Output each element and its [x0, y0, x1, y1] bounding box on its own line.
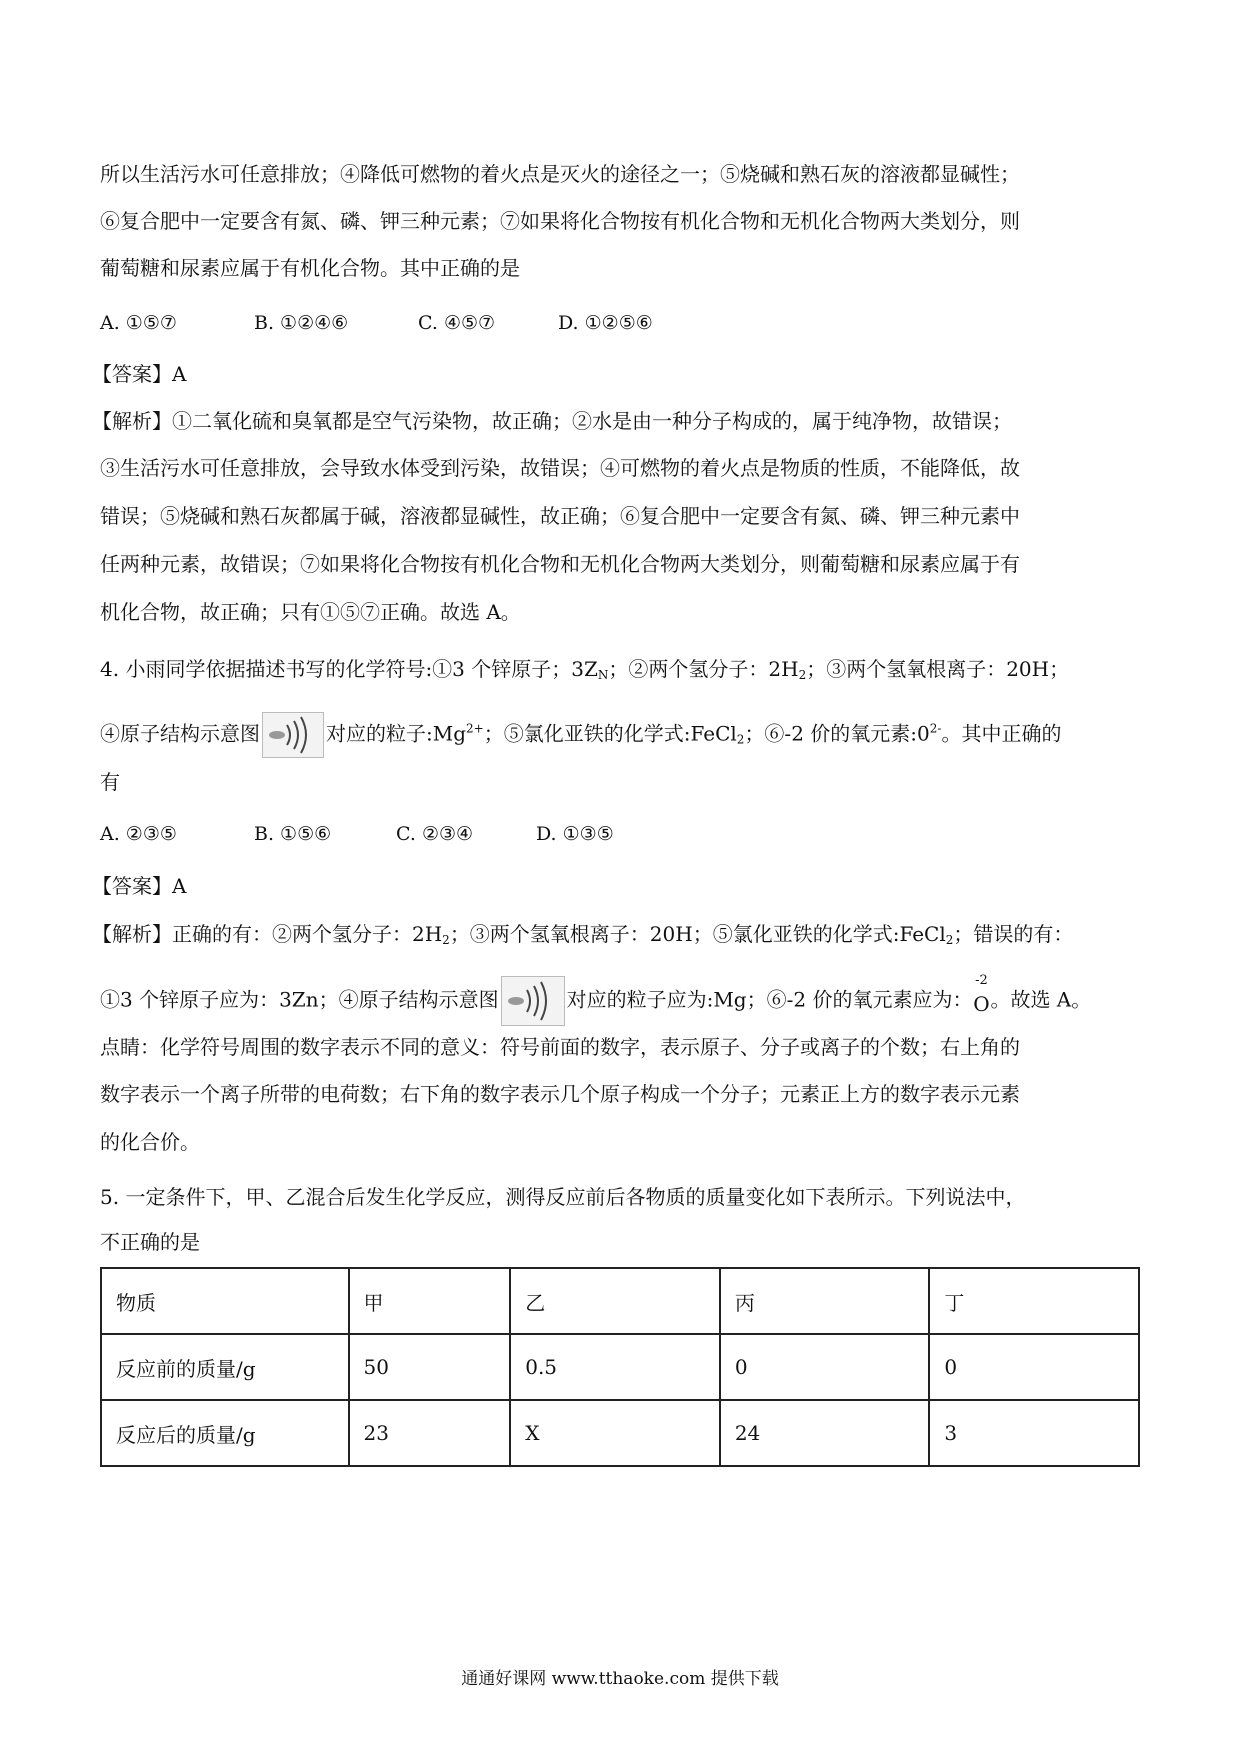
- atom-structure-diagram-icon: [262, 712, 324, 758]
- q5-stem-line-2: 不正确的是: [100, 1230, 200, 1254]
- q3-option-c: C. ④⑤⑦: [418, 312, 496, 334]
- q4-option-b: B. ①⑤⑥: [254, 823, 332, 845]
- q3-analysis-line-3: 错误；⑤烧碱和熟石灰都属于碱，溶液都显碱性，故正确；⑥复合肥中一定要含有氮、磷、钾三种元素中: [100, 504, 1020, 528]
- q3-stem-line-2: ⑥复合肥中一定要含有氮、磷、钾三种元素；⑦如果将化合物按有机化合物和无机化合物两大类划分，则: [100, 209, 1020, 233]
- q4-analysis-line-2: ①3 个锌原子应为：3Zn；④原子结构示意图 对应的粒子应为:Mg；⑥-2 价的氧元素应为： -2 O。故选 A。: [100, 976, 1091, 1026]
- q4-option-c: C. ②③④: [396, 823, 474, 845]
- q4-tip-line-3: 的化合价。: [100, 1130, 200, 1154]
- q4-tip-line-2: 数字表示一个离子所带的电荷数；右下角的数字表示几个原子构成一个分子；元素正上方的数字表示元素: [100, 1082, 1020, 1106]
- q4-stem-line-1: 4. 小雨同学依据描述书写的化学符号:①3 个锌原子；$3Z_N$；②两个氢分子：$2H_2$；③两个氢氧根离子：20H；: [100, 657, 1070, 682]
- table-header-row: [101, 1268, 1139, 1334]
- table-header-cell: 物质: [101, 1268, 349, 1334]
- q4-stem-line-3: 有: [100, 770, 120, 794]
- table-header-cell: 乙: [510, 1268, 720, 1334]
- table-header-cell: 丙: [720, 1268, 930, 1334]
- q3-stem-line-1: 所以生活污水可任意排放；④降低可燃物的着火点是灭火的途径之一；⑤烧碱和熟石灰的溶液都显碱性；: [100, 162, 1020, 186]
- q3-analysis-line-5: 机化合物，故正确；只有①⑤⑦正确。故选 A。: [100, 600, 521, 624]
- q4-stem-line-2: ④原子结构示意图 对应的粒子$:Mg^{2+}$；⑤氯化亚铁的化学式:FeCl$_2$；⑥-2 价的氧元素$:0^{2-}$。其中正确的: [100, 712, 1061, 758]
- table-row: [101, 1400, 1139, 1466]
- table-header-cell: 甲: [349, 1268, 511, 1334]
- q3-analysis-line-2: ③生活污水可任意排放，会导致水体受到污染，故错误；④可燃物的着火点是物质的性质，不能降低，故: [100, 456, 1020, 480]
- q3-option-b: B. ①②④⑥: [254, 312, 349, 334]
- q3-analysis-line-1: 【解析】①二氧化硫和臭氧都是空气污染物，故正确；②水是由一种分子构成的，属于纯净物，故错误；: [92, 409, 1012, 433]
- table-cell: 0: [720, 1334, 930, 1400]
- atom-structure-diagram-icon: [501, 976, 565, 1026]
- q3-answer: 【答案】A: [92, 362, 187, 386]
- table-cell: 23: [349, 1400, 511, 1466]
- oxygen-valence-notation: -2 O: [973, 972, 990, 1016]
- page-footer: 通通好课网 www.tthaoke.com 提供下载: [461, 1669, 779, 1689]
- q4-answer: 【答案】A: [92, 874, 187, 898]
- table-cell: 0.5: [510, 1334, 720, 1400]
- table-row: [101, 1334, 1139, 1400]
- table-cell: 反应后的质量/g: [101, 1400, 349, 1466]
- q4-analysis-line-1: 【解析】正确的有：②两个氢分子：$2H_2$；③两个氢氧根离子：20H；⑤氯化亚铁的化学式:FeCl$_2$；错误的有：: [92, 922, 1074, 947]
- table-cell: 24: [720, 1400, 930, 1466]
- mass-change-table: [100, 1267, 1140, 1467]
- q3-option-d: D. ①②⑤⑥: [558, 312, 653, 334]
- table-header-cell: 丁: [929, 1268, 1139, 1334]
- q3-analysis-line-4: 任两种元素，故错误；⑦如果将化合物按有机化合物和无机化合物两大类划分，则葡萄糖和尿素应属于有: [100, 552, 1020, 576]
- q4-tip-line-1: 点睛：化学符号周围的数字表示不同的意义：符号前面的数字，表示原子、分子或离子的个数；右上角的: [100, 1035, 1020, 1059]
- table-cell: 3: [929, 1400, 1139, 1466]
- q3-stem-line-3: 葡萄糖和尿素应属于有机化合物。其中正确的是: [100, 256, 520, 280]
- table-cell: X: [510, 1400, 720, 1466]
- table-cell: 0: [929, 1334, 1139, 1400]
- table-cell: 反应前的质量/g: [101, 1334, 349, 1400]
- q4-option-d: D. ①③⑤: [536, 823, 614, 845]
- q4-option-a: A. ②③⑤: [100, 823, 177, 845]
- q5-stem-line-1: 5. 一定条件下，甲、乙混合后发生化学反应，测得反应前后各物质的质量变化如下表所示。下列说法中，: [100, 1185, 1026, 1209]
- q3-option-a: A. ①⑤⑦: [100, 312, 177, 334]
- table-cell: 50: [349, 1334, 511, 1400]
